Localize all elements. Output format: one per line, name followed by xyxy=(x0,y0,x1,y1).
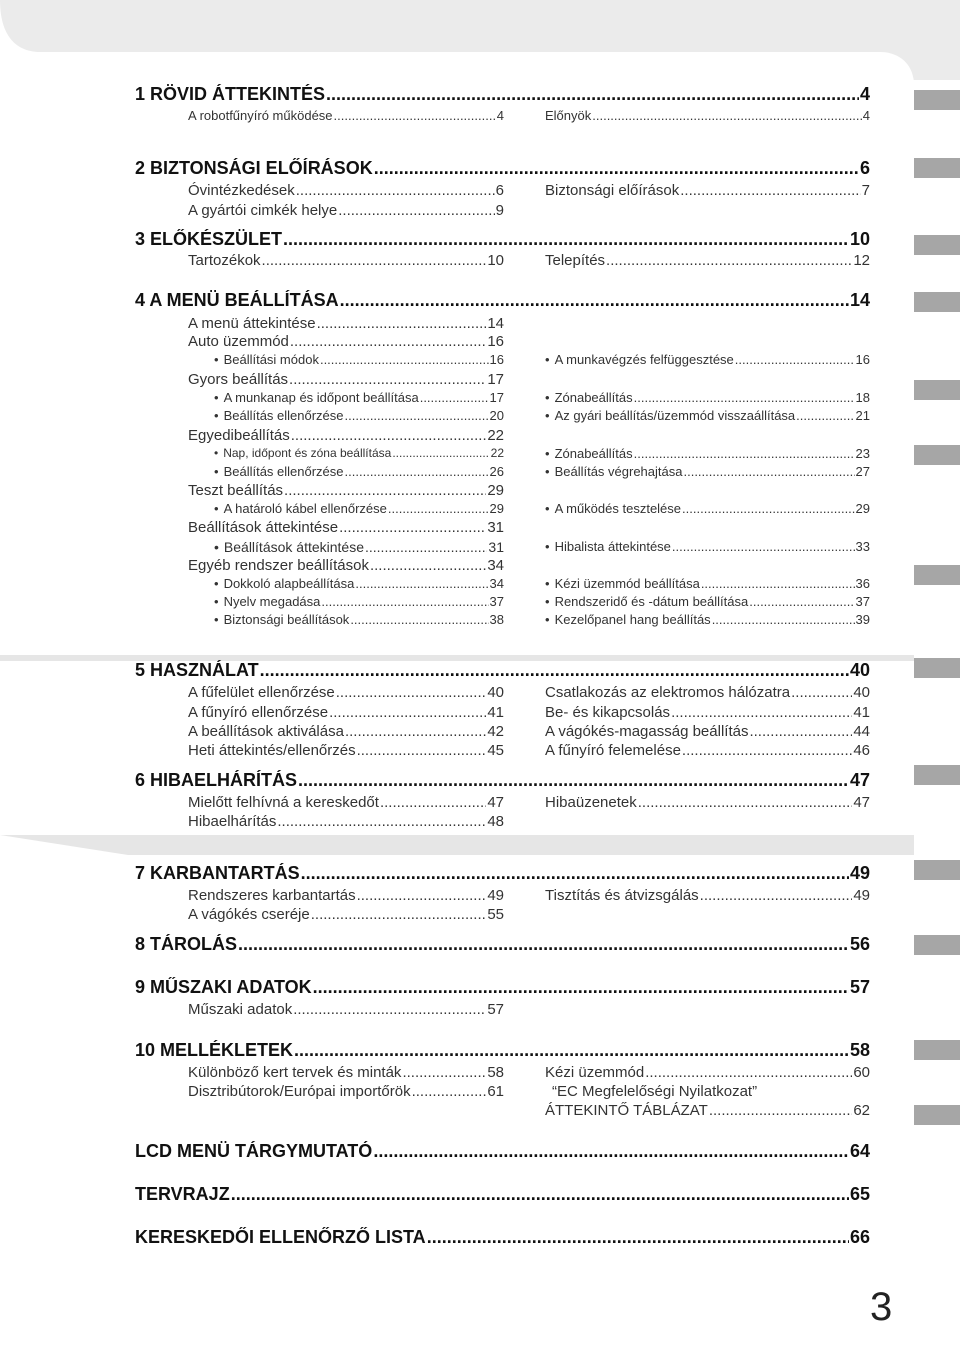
toc-entry[interactable]: • Beállítási módok ..... 16 xyxy=(214,352,504,367)
toc-entry[interactable]: Teszt beállítás ..... 29 xyxy=(188,482,504,499)
toc-heading[interactable]: KERESKEDŐI ELLENŐRZŐ LISTA ..... 66 xyxy=(135,1227,870,1248)
toc-entry[interactable]: • Beállítások áttekintése ..... 31 xyxy=(214,539,504,555)
toc-entry[interactable]: Auto üzemmód ..... 16 xyxy=(188,333,504,350)
chapter-tab xyxy=(914,235,960,255)
toc-entry[interactable]: Beállítások áttekintése ..... 31 xyxy=(188,519,504,536)
toc-entry[interactable]: A beállítások aktiválása ..... 42 xyxy=(188,723,504,740)
toc-entry[interactable]: Műszaki adatok ..... 57 xyxy=(188,1001,504,1018)
toc-entry[interactable]: Telepítés ..... 12 xyxy=(545,252,870,269)
toc-entry[interactable]: • Nap, időpont és zóna beállítása ..... 22 xyxy=(214,446,504,460)
toc-entry[interactable]: A robotfűnyíró működése ..... 4 xyxy=(188,108,504,123)
toc-entry[interactable]: A gyártói cimkék helye ..... 9 xyxy=(188,202,504,219)
toc-entry[interactable]: A vágókés-magasság beállítás ..... 44 xyxy=(545,723,870,740)
toc-entry[interactable]: Egyedibeállítás ..... 22 xyxy=(188,427,504,444)
chapter-tab xyxy=(914,765,960,785)
toc-heading[interactable]: 8 TÁROLÁS ..... 56 xyxy=(135,934,870,955)
toc-heading[interactable]: 1 RÖVID ÁTTEKINTÉS ..... 4 xyxy=(135,84,870,105)
toc-entry[interactable]: A menü áttekintése ..... 14 xyxy=(188,315,504,332)
chapter-tab xyxy=(914,658,960,678)
toc-entry[interactable]: • A működés tesztelése ..... 29 xyxy=(545,501,870,516)
toc-entry[interactable]: Különböző kert tervek és minták ..... 58 xyxy=(188,1064,504,1081)
toc-entry[interactable]: Egyéb rendszer beállítások ..... 34 xyxy=(188,557,504,574)
toc-entry[interactable]: A fűnyíró ellenőrzése ..... 41 xyxy=(188,704,504,721)
chapter-tab xyxy=(914,158,960,178)
toc-entry[interactable]: Mielőtt felhívná a kereskedőt ..... 47 xyxy=(188,794,504,811)
toc-entry[interactable]: • Az gyári beállítás/üzemmód visszaállítása ..... 21 xyxy=(545,408,870,423)
toc-entry[interactable]: Kézi üzemmód ..... 60 xyxy=(545,1064,870,1081)
toc-entry[interactable]: • Zónabeállítás ..... 23 xyxy=(545,446,870,461)
toc-entry[interactable]: Hibaüzenetek ..... 47 xyxy=(545,794,870,811)
toc-entry[interactable]: Tartozékok ..... 10 xyxy=(188,252,504,269)
toc-entry-line[interactable]: “EC Megfelelőségi Nyilatkozat” xyxy=(552,1083,758,1100)
toc-heading[interactable]: 9 MŰSZAKI ADATOK ..... 57 xyxy=(135,977,870,998)
toc-entry[interactable]: Disztribútorok/Európai importőrök ..... 61 xyxy=(188,1083,504,1100)
top-frame-decoration xyxy=(0,0,960,80)
toc-heading[interactable]: TERVRAJZ ..... 65 xyxy=(135,1184,870,1205)
toc-entry[interactable]: Be- és kikapcsolás ..... 41 xyxy=(545,704,870,721)
chapter-tab xyxy=(914,860,960,880)
toc-heading[interactable]: 7 KARBANTARTÁS ..... 49 xyxy=(135,863,870,884)
chapter-tab xyxy=(914,380,960,400)
toc-entry[interactable]: • Kézi üzemmód beállítása ..... 36 xyxy=(545,576,870,591)
toc-entry[interactable]: A fűfelület ellenőrzése ..... 40 xyxy=(188,684,504,701)
toc-entry[interactable]: Tisztítás és átvizsgálás ..... 49 xyxy=(545,887,870,904)
section-divider xyxy=(0,835,914,855)
toc-entry[interactable]: • Kezelőpanel hang beállítás ..... 39 xyxy=(545,612,870,627)
toc-entry[interactable]: Csatlakozás az elektromos hálózatra ..... 40 xyxy=(545,684,870,701)
toc-heading[interactable]: LCD MENÜ TÁRGYMUTATÓ ..... 64 xyxy=(135,1141,870,1162)
toc-entry[interactable]: ÁTTEKINTŐ TÁBLÁZAT ..... 62 xyxy=(545,1102,870,1119)
page-number: 3 xyxy=(870,1285,893,1329)
toc-heading[interactable]: 6 HIBAELHÁRÍTÁS ..... 47 xyxy=(135,770,870,791)
toc-heading[interactable]: 3 ELŐKÉSZÜLET ..... 10 xyxy=(135,229,870,250)
chapter-tab xyxy=(914,292,960,312)
chapter-tab xyxy=(914,1105,960,1125)
toc-entry[interactable]: • A munkanap és időpont beállítása ..... 17 xyxy=(214,390,504,405)
toc-heading[interactable]: 2 BIZTONSÁGI ELŐÍRÁSOK ..... 6 xyxy=(135,158,870,179)
toc-entry[interactable]: Rendszeres karbantartás ..... 49 xyxy=(188,887,504,904)
chapter-tab xyxy=(914,935,960,955)
toc-entry[interactable]: Heti áttekintés/ellenőrzés ..... 45 xyxy=(188,742,504,759)
toc-entry[interactable]: Gyors beállítás ..... 17 xyxy=(188,371,504,388)
toc-entry[interactable]: A vágókés cseréje ..... 55 xyxy=(188,906,504,923)
toc-entry[interactable]: • Zónabeállítás ..... 18 xyxy=(545,390,870,405)
chapter-tab xyxy=(914,1040,960,1060)
toc-entry[interactable]: A fűnyíró felemelése ..... 46 xyxy=(545,742,870,759)
chapter-tabs xyxy=(914,0,960,1358)
toc-entry[interactable]: Biztonsági előírások ..... 7 xyxy=(545,182,870,199)
toc-entry[interactable]: • Hibalista áttekintése ..... 33 xyxy=(545,539,870,554)
toc-entry[interactable]: • Beállítás végrehajtása ..... 27 xyxy=(545,464,870,479)
chapter-tab xyxy=(914,565,960,585)
toc-entry[interactable]: • Beállítás ellenőrzése ..... 26 xyxy=(214,464,504,479)
toc-entry[interactable]: • Biztonsági beállítások ..... 38 xyxy=(214,612,504,627)
toc-heading[interactable]: 4 A MENÜ BEÁLLÍTÁSA ..... 14 xyxy=(135,290,870,311)
chapter-tab xyxy=(914,90,960,110)
toc-heading[interactable]: 10 MELLÉKLETEK ..... 58 xyxy=(135,1040,870,1061)
toc-entry[interactable]: • A határoló kábel ellenőrzése ..... 29 xyxy=(214,501,504,516)
toc-entry[interactable]: • A munkavégzés felfüggesztése ..... 16 xyxy=(545,352,870,367)
toc-entry[interactable]: • Rendszeridő és -dátum beállítása ..... 37 xyxy=(545,594,870,609)
toc-entry[interactable]: Előnyök ..... 4 xyxy=(545,108,870,123)
toc-entry[interactable]: Hibaelhárítás ..... 48 xyxy=(188,813,504,830)
chapter-tab xyxy=(914,445,960,465)
toc-entry[interactable]: • Dokkoló alapbeállítása ..... 34 xyxy=(214,576,504,591)
toc-entry[interactable]: • Beállítás ellenőrzése ..... 20 xyxy=(214,408,504,423)
toc-heading[interactable]: 5 HASZNÁLAT ..... 40 xyxy=(135,660,870,681)
toc-entry[interactable]: • Nyelv megadása ..... 37 xyxy=(214,594,504,609)
toc-entry[interactable]: Óvintézkedések ..... 6 xyxy=(188,182,504,199)
